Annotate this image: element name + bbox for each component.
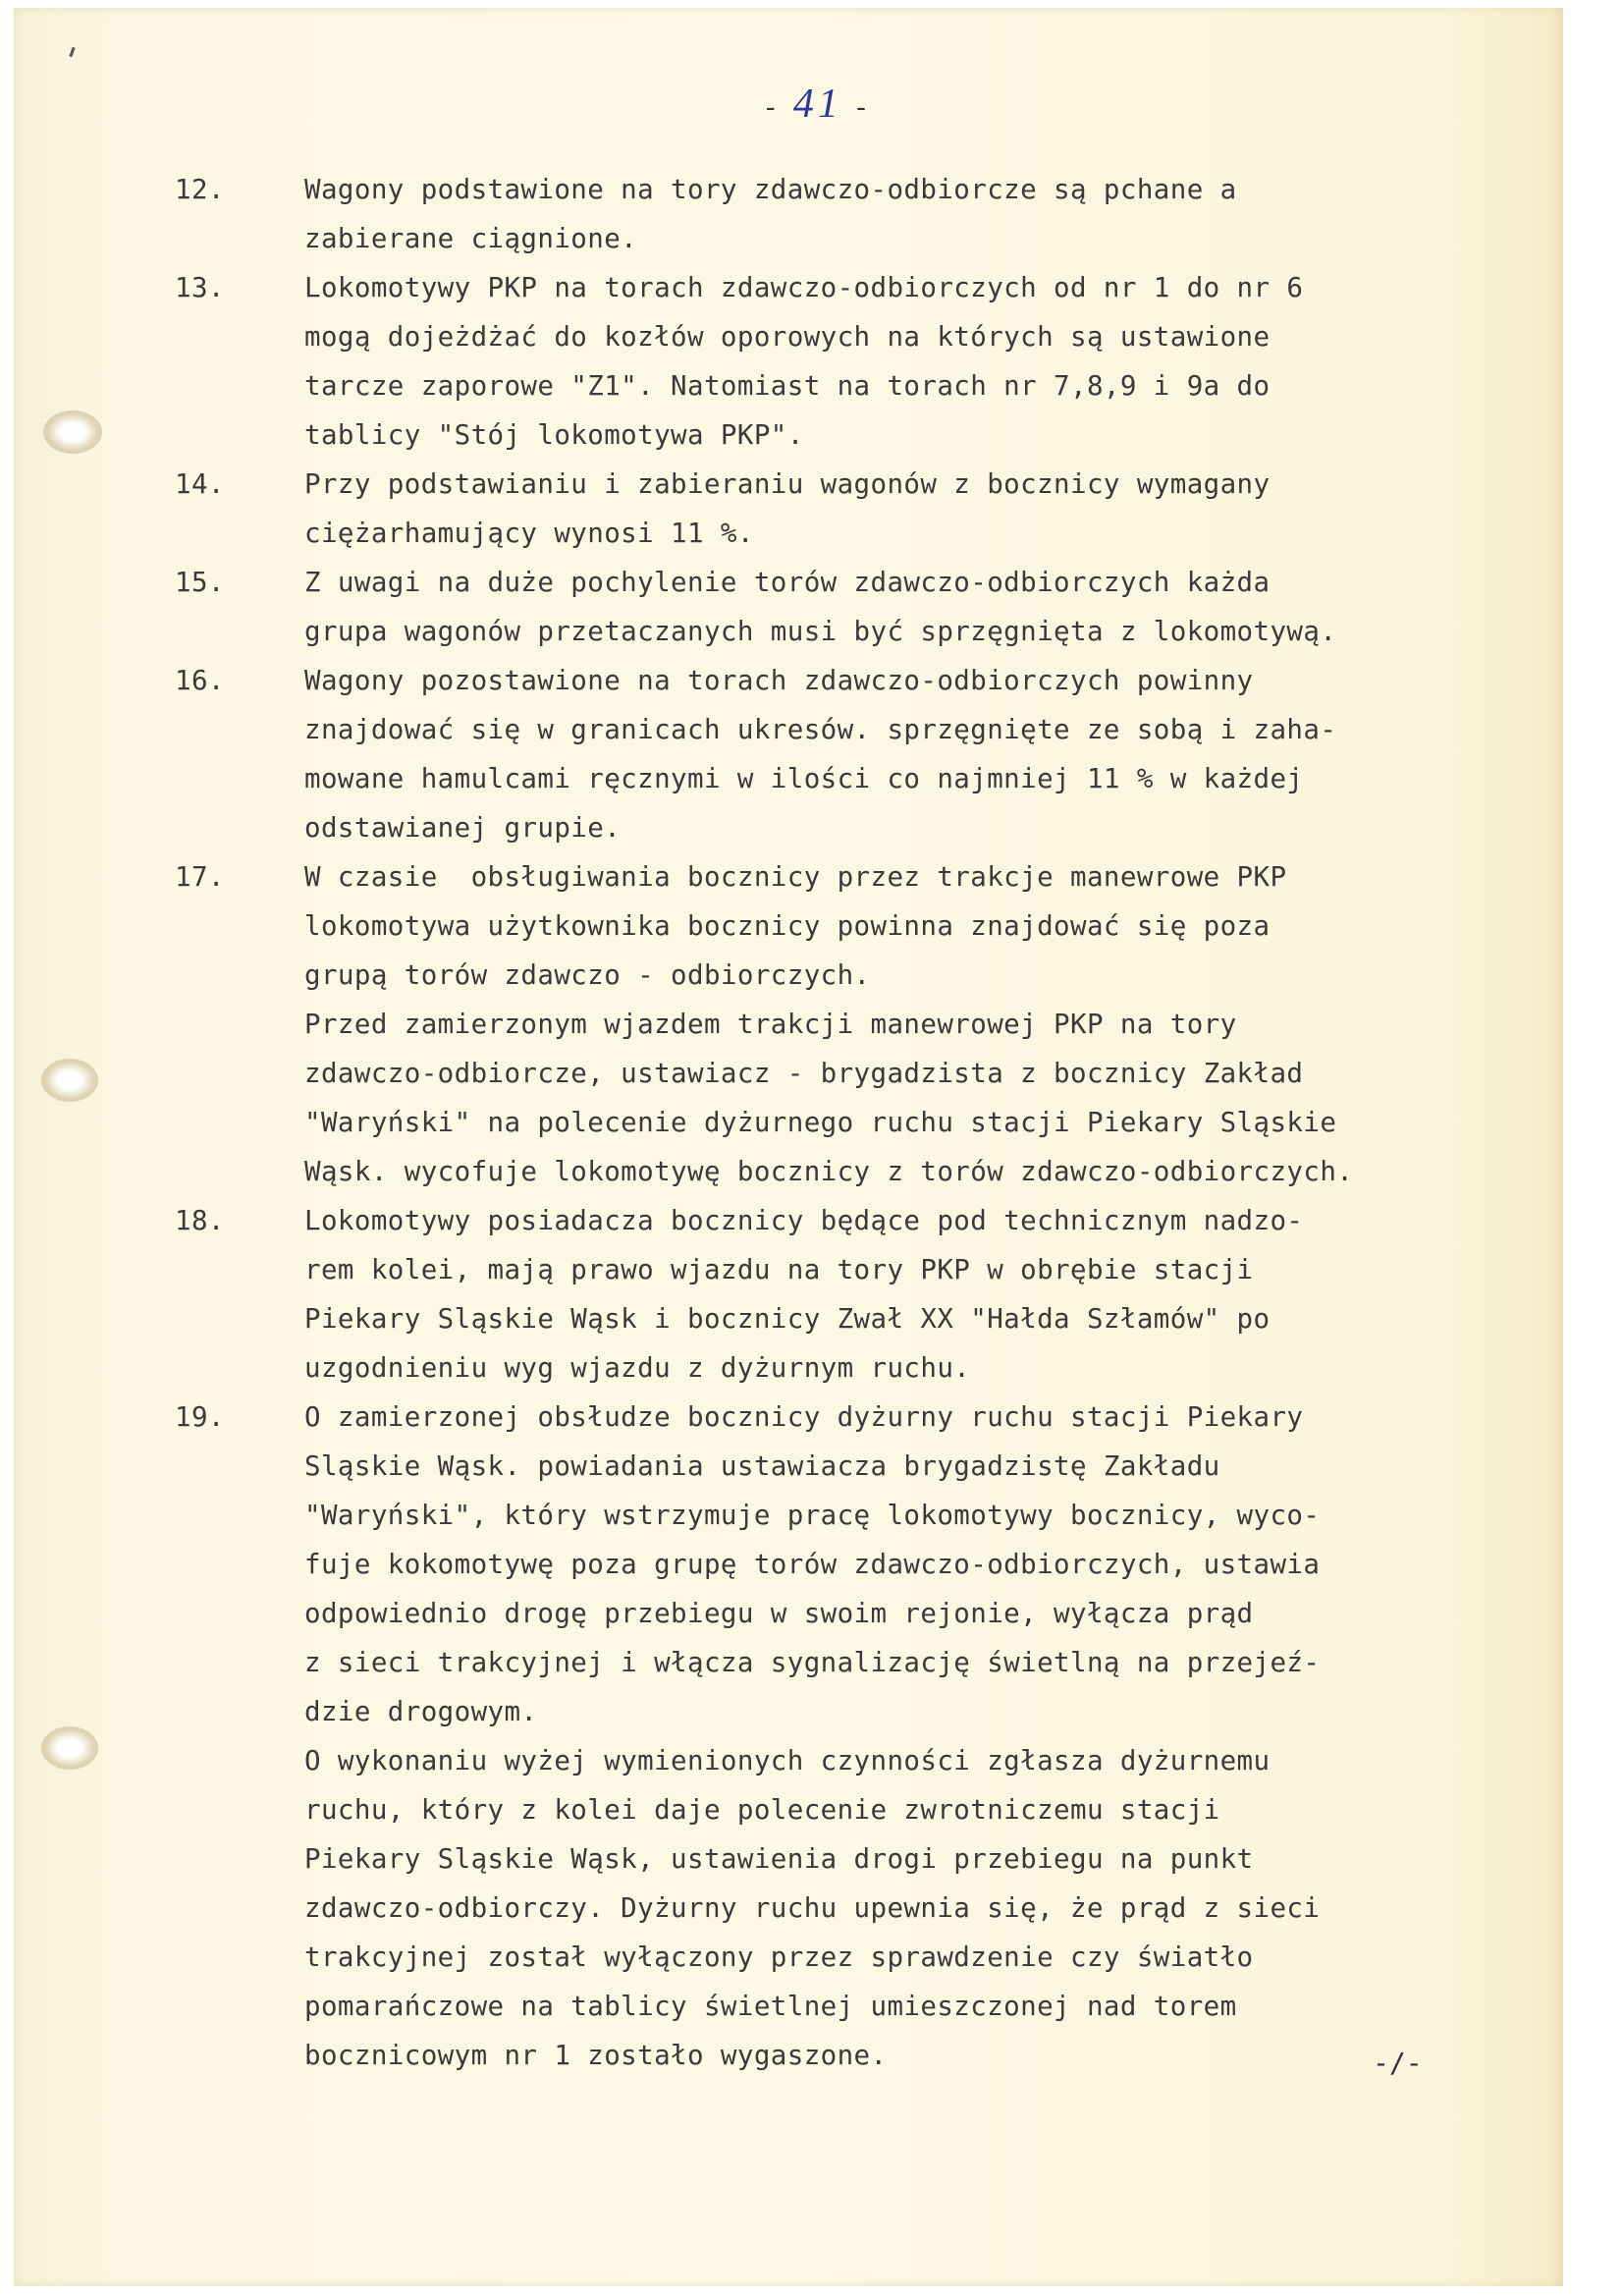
item-number: 14. [175,468,225,500]
punch-hole-bottom [41,1726,98,1770]
text-line: W czasie obsługiwania bocznicy przez trakcje manewrowe PKP [304,861,1287,893]
text-line: dzie drogowym. [304,1696,538,1727]
text-line: tarcze zaporowe "Z1". Natomiast na torach nr 7,8,9 i 9a do [304,370,1271,402]
text-line: Wąsk. wycofuje lokomotywę bocznicy z torów zdawczo-odbiorczych. [304,1156,1354,1187]
text-line: zdawczo-odbiorcze, ustawiacz - brygadzista z bocznicy Zakład [304,1058,1304,1089]
text-line: odstawianej grupie. [304,812,622,844]
text-line: zabierane ciągnione. [304,223,638,254]
text-line: Lokomotywy posiadacza bocznicy będące pod technicznym nadzo- [304,1205,1304,1236]
page-number-value: 41 [792,82,842,127]
item-number: 17. [175,861,225,893]
numbered-item [175,1196,1549,1393]
text-line: z sieci trakcyjnej i włącza sygnalizację świetlną na przejeź- [304,1647,1321,1678]
text-line: Sląskie Wąsk. powiadania ustawiacza brygadzistę Zakładu [304,1450,1220,1482]
text-line: Z uwagi na duże pochylenie torów zdawczo-odbiorczych każda [304,567,1271,598]
text-line: "Waryński" na polecenie dyżurnego ruchu stacji Piekary Sląskie [304,1107,1337,1138]
text-line: O wykonaniu wyżej wymienionych czynności zgłasza dyżurnemu [304,1745,1271,1777]
text-line: trakcyjnej został wyłączony przez sprawdzenie czy światło [304,1941,1254,1973]
item-number: 12. [175,174,225,205]
text-line: ruchu, który z kolei daje polecenie zwrotniczemu stacji [304,1794,1220,1826]
text-line: O zamierzonej obsłudze bocznicy dyżurny ruchu stacji Piekary [304,1401,1304,1433]
numbered-item [175,656,1549,852]
text-line: grupa wagonów przetaczanych musi być sprzęgnięta z lokomotywą. [304,616,1337,647]
text-line: "Waryński", który wstrzymuje pracę lokomotywy bocznicy, wyco- [304,1500,1321,1531]
item-number: 18. [175,1205,225,1236]
page-number-dash-right: - [856,91,870,123]
numbered-item [175,558,1549,656]
text-line: tablicy "Stój lokomotywa PKP". [304,419,804,451]
text-line: Lokomotywy PKP na torach zdawczo-odbiorczych od nr 1 do nr 6 [304,272,1304,303]
text-line: Przed zamierzonym wjazdem trakcji manewrowej PKP na tory [304,1009,1237,1040]
page-number [766,81,870,128]
end-mark: -/- [1373,2047,1423,2079]
text-line: rem kolei, mają prawo wjazdu na tory PKP w obrębie stacji [304,1254,1254,1285]
page-number-dash-left: - [766,91,780,123]
item-number: 13. [175,272,225,303]
text-line: mogą dojeżdżać do kozłów oporowych na których są ustawione [304,321,1271,353]
text-line: lokomotywa użytkownika bocznicy powinna znajdować się poza [304,910,1271,942]
numbered-item [175,1393,1549,2080]
text-line: Wagony pozostawione na torach zdawczo-odbiorczych powinny [304,665,1254,696]
punch-hole-middle [41,1059,98,1102]
text-line: Przy podstawianiu i zabieraniu wagonów z bocznicy wymagany [304,468,1271,500]
numbered-item [175,165,1549,263]
text-line: odpowiednio drogę przebiegu w swoim rejonie, wyłącza prąd [304,1598,1254,1629]
text-line: bocznicowym nr 1 zostało wygaszone. [304,2040,888,2071]
item-number: 19. [175,1401,225,1433]
stray-mark [69,47,75,57]
item-number: 15. [175,567,225,598]
numbered-item [175,852,1549,1196]
text-line: Piekary Sląskie Wąsk, ustawienia drogi przebiegu na punkt [304,1843,1254,1875]
text-line: fuje kokomotywę poza grupę torów zdawczo-odbiorczych, ustawia [304,1549,1321,1580]
text-line: uzgodnieniu wyg wjazdu z dyżurnym ruchu. [304,1352,971,1384]
text-line: Wagony podstawione na tory zdawczo-odbiorcze są pchane a [304,174,1237,205]
numbered-item [175,460,1549,558]
document-body [175,165,1549,2080]
text-line: ciężarhamujący wynosi 11 %. [304,518,754,549]
numbered-item [175,263,1549,460]
text-line: mowane hamulcami ręcznymi w ilości co najmniej 11 % w każdej [304,763,1304,794]
text-line: grupą torów zdawczo - odbiorczych. [304,959,871,991]
punch-hole-top [43,410,102,454]
text-line: pomarańczowe na tablicy świetlnej umieszczonej nad torem [304,1991,1237,2022]
text-line: Piekary Sląskie Wąsk i bocznicy Zwał XX "Hałda Szłamów" po [304,1303,1271,1335]
text-line: znajdować się w granicach ukresów. sprzęgnięte ze sobą i zaha- [304,714,1337,745]
text-line: zdawczo-odbiorczy. Dyżurny ruchu upewnia się, że prąd z sieci [304,1892,1321,1924]
item-number: 16. [175,665,225,696]
